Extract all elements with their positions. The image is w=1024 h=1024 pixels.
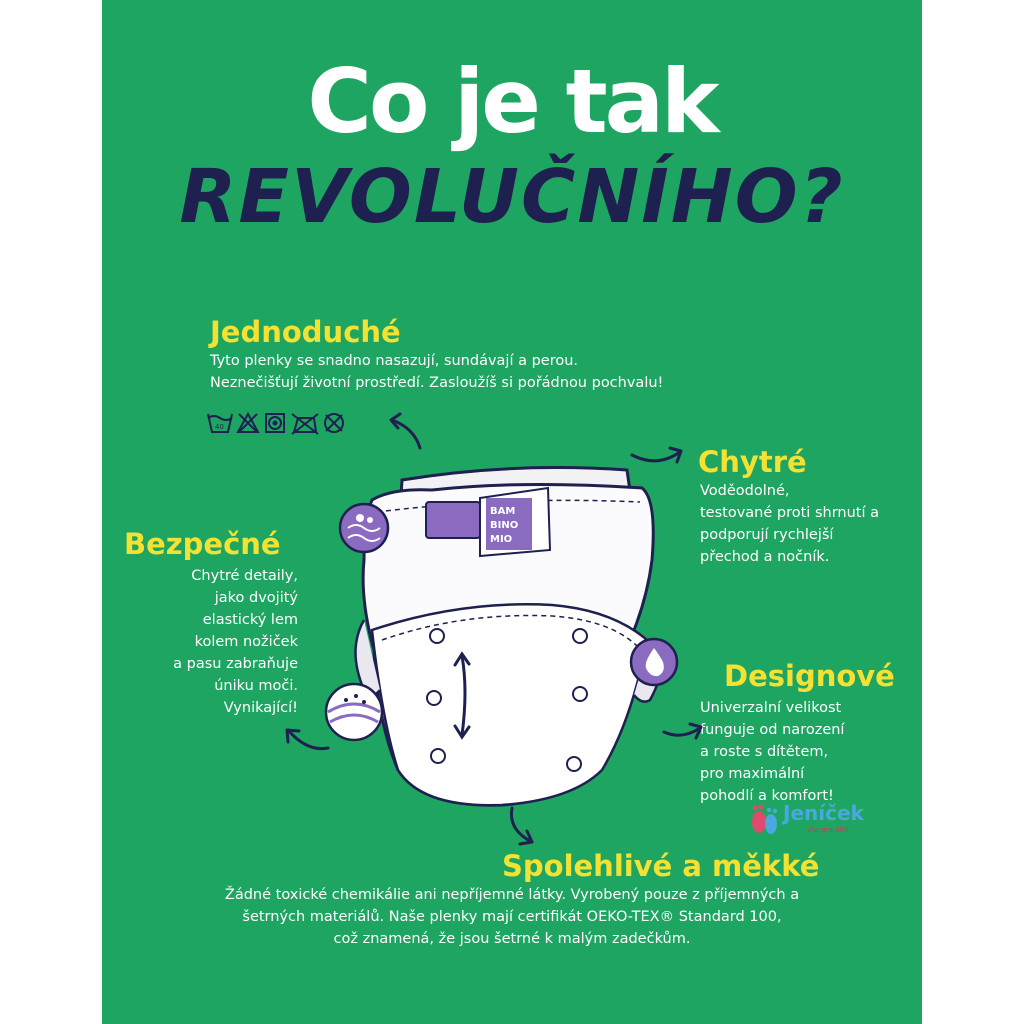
text-safe-line: úniku moči. <box>214 678 298 694</box>
arrow-to-smart <box>632 448 681 462</box>
heading-smart: Chytré <box>698 445 807 479</box>
arrow-to-reliable <box>511 808 532 844</box>
snap-button <box>427 691 441 705</box>
text-smart-line: přechod a nočník. <box>700 549 830 565</box>
text-smart-line: podporují rychlejší <box>700 527 834 543</box>
watermark-logo <box>747 798 867 842</box>
badge-waterproof <box>631 639 677 685</box>
text-safe-line: a pasu zabraňuje <box>173 656 298 672</box>
infographic-panel <box>102 0 922 1024</box>
snap-button <box>430 629 444 643</box>
text-design-line: pohodlí a komfort! <box>700 788 834 804</box>
title-line-2: REVOLUČNÍHO? <box>179 154 845 240</box>
no-iron-icon <box>292 414 318 434</box>
heading-design: Designové <box>724 659 895 693</box>
text-safe-line: elastický lem <box>202 612 298 628</box>
text-design-line: Univerzalní velikost <box>700 700 842 716</box>
diaper-brand-line: BAM <box>490 506 516 517</box>
tumble-dry-icon <box>266 414 284 432</box>
snap-button <box>567 757 581 771</box>
no-bleach-icon <box>238 414 258 432</box>
diaper-illustration <box>356 468 662 806</box>
text-safe-line: jako dvojitý <box>214 590 298 606</box>
watermark-tagline: vše pro dítě <box>807 826 849 834</box>
watermark-name: Jeníček <box>783 801 864 825</box>
text-simple-line: Neznečišťují životní prostředí. Zasloužíš si pořádnou pochvalu! <box>210 375 664 391</box>
diaper-hook-strip <box>426 502 480 538</box>
wash-40-icon <box>208 414 232 432</box>
text-safe-line: kolem nožiček <box>194 634 298 650</box>
no-dry-clean-icon <box>325 414 343 432</box>
diaper-front-panel <box>372 604 647 805</box>
text-design-line: funguje od narození <box>700 722 845 738</box>
badge-fabric <box>326 684 382 740</box>
diaper-brand-line: MIO <box>490 534 513 545</box>
arrow-to-simple <box>391 414 420 448</box>
heading-safe: Bezpečné <box>124 527 281 561</box>
footprint-icon <box>747 802 781 838</box>
text-design-line: a roste s dítětem, <box>700 744 829 760</box>
snap-button <box>573 687 587 701</box>
text-design-line: pro maximální <box>700 766 805 782</box>
snap-button <box>573 629 587 643</box>
heading-reliable: Spolehlivé a měkké <box>502 849 820 883</box>
text-reliable-line: Žádné toxické chemikálie ani nepříjemné látky. Vyrobený pouze z příjemných a <box>224 887 800 903</box>
title-line-1: Co je tak <box>307 50 717 153</box>
badge-breathable <box>340 504 388 552</box>
text-smart-line: Voděodolné, <box>700 483 790 499</box>
text-reliable-line: což znamená, že jsou šetrné k malým zadečkům. <box>333 931 691 947</box>
heading-simple: Jednoduché <box>210 315 401 349</box>
text-simple-line: Tyto plenky se snadno nasazují, sundávají a perou. <box>210 353 579 369</box>
care-symbols <box>208 414 343 434</box>
text-safe-line: Chytré detaily, <box>191 568 298 584</box>
arrow-to-design <box>664 724 701 738</box>
wash-temp: 40 <box>215 423 224 431</box>
illustration-layer <box>102 0 922 1024</box>
diaper-brand-line: BINO <box>490 520 519 531</box>
snap-button <box>431 749 445 763</box>
text-smart-line: testované proti shrnutí a <box>700 505 879 521</box>
text-reliable-line: šetrných materiálů. Naše plenky mají certifikát OEKO-TEX® Standard 100, <box>242 909 782 925</box>
arrow-to-safe <box>287 730 328 749</box>
text-safe-line: Vynikající! <box>223 700 298 716</box>
